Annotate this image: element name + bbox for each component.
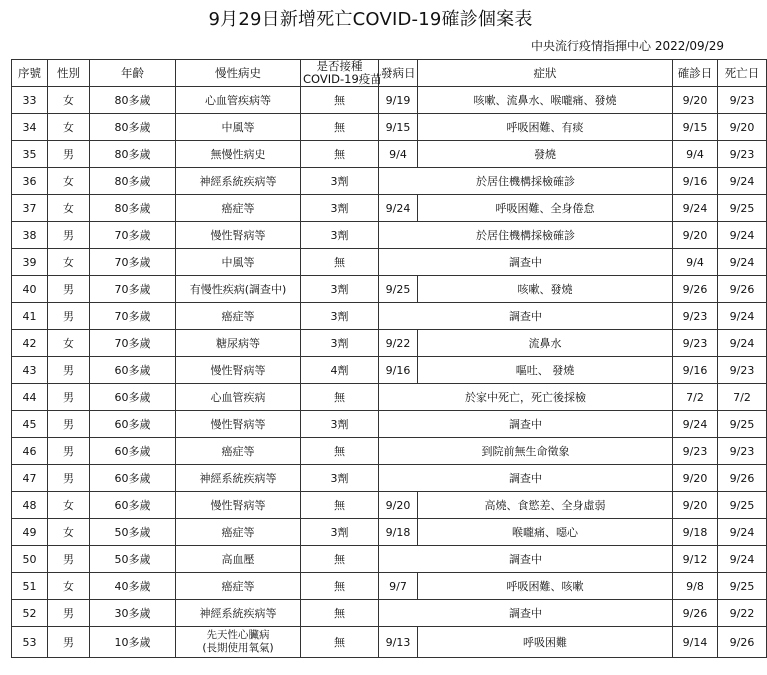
cell-death: 9/20 — [718, 114, 767, 141]
cell-death: 9/24 — [718, 546, 767, 573]
cell-age: 30多歲 — [90, 600, 176, 627]
cell-confirmed: 9/20 — [673, 87, 718, 114]
page-title: 9月29日新增死亡COVID-19確診個案表 — [208, 9, 533, 30]
cell-death: 9/26 — [718, 627, 767, 658]
table-row — [12, 276, 767, 303]
cell-onset: 9/15 — [379, 114, 418, 141]
cell-death: 9/26 — [718, 276, 767, 303]
cell-vaccine: 無 — [301, 600, 379, 627]
cell-sex: 女 — [48, 492, 90, 519]
cell-vaccine: 3劑 — [301, 519, 379, 546]
cell-death: 9/24 — [718, 519, 767, 546]
cell-note: 調查中 — [379, 546, 673, 573]
cell-chronic: 心血管疾病等 — [176, 87, 301, 114]
cell-sex: 男 — [48, 438, 90, 465]
cell-vaccine: 3劑 — [301, 465, 379, 492]
cell-age: 60多歲 — [90, 492, 176, 519]
cell-sex: 男 — [48, 411, 90, 438]
table-row — [12, 330, 767, 357]
cell-death: 9/23 — [718, 357, 767, 384]
cell-age: 60多歲 — [90, 357, 176, 384]
cell-age: 60多歲 — [90, 411, 176, 438]
cell-confirmed: 9/16 — [673, 168, 718, 195]
cell-note: 調查中 — [379, 249, 673, 276]
cell-chronic: 中風等 — [176, 114, 301, 141]
cell-age: 50多歲 — [90, 519, 176, 546]
header-age: 年齡 — [90, 60, 176, 87]
cell-chronic: 神經系統疾病等 — [176, 600, 301, 627]
cell-onset: 9/13 — [379, 627, 418, 658]
cell-confirmed: 9/23 — [673, 303, 718, 330]
cell-death: 9/23 — [718, 438, 767, 465]
cell-no: 41 — [12, 303, 48, 330]
cell-chronic: 癌症等 — [176, 303, 301, 330]
cell-no: 48 — [12, 492, 48, 519]
cell-age: 70多歲 — [90, 330, 176, 357]
cell-symptoms: 高燒、食慾差、全身虛弱 — [418, 492, 673, 519]
table-row — [12, 114, 767, 141]
cell-confirmed: 9/20 — [673, 222, 718, 249]
cell-age: 80多歲 — [90, 141, 176, 168]
cell-vaccine: 無 — [301, 573, 379, 600]
table-row — [12, 195, 767, 222]
cell-no: 39 — [12, 249, 48, 276]
cell-age: 70多歲 — [90, 276, 176, 303]
table-row — [12, 87, 767, 114]
table-row — [12, 141, 767, 168]
header-death: 死亡日 — [718, 60, 767, 87]
cell-chronic: 慢性腎病等 — [176, 222, 301, 249]
cell-chronic: 癌症等 — [176, 573, 301, 600]
cell-sex: 男 — [48, 600, 90, 627]
cell-chronic: 無慢性病史 — [176, 141, 301, 168]
cell-symptoms: 喉嚨痛、噁心 — [418, 519, 673, 546]
cell-symptoms: 呼吸困難、全身倦怠 — [418, 195, 673, 222]
cell-note: 到院前無生命徵象 — [379, 438, 673, 465]
cell-sex: 男 — [48, 276, 90, 303]
cell-chronic: 慢性腎病等 — [176, 411, 301, 438]
cell-death: 9/25 — [718, 411, 767, 438]
table-row — [12, 465, 767, 492]
cell-vaccine: 3劑 — [301, 222, 379, 249]
cell-symptoms: 呼吸困難、有痰 — [418, 114, 673, 141]
cell-vaccine: 3劑 — [301, 303, 379, 330]
cell-confirmed: 9/24 — [673, 411, 718, 438]
cell-no: 37 — [12, 195, 48, 222]
table-row — [12, 519, 767, 546]
cell-no: 47 — [12, 465, 48, 492]
header-vaccine-line1: 是否接種 — [316, 59, 363, 73]
cell-age: 80多歲 — [90, 195, 176, 222]
table-row — [12, 249, 767, 276]
cell-note: 於居住機構採檢確診 — [379, 222, 673, 249]
cell-onset: 9/4 — [379, 141, 418, 168]
cell-no: 38 — [12, 222, 48, 249]
table-row — [12, 384, 767, 411]
cell-sex: 女 — [48, 168, 90, 195]
cell-confirmed: 9/12 — [673, 546, 718, 573]
table-row — [12, 546, 767, 573]
cell-death: 9/25 — [718, 573, 767, 600]
cell-confirmed: 9/8 — [673, 573, 718, 600]
cell-age: 60多歲 — [90, 438, 176, 465]
cell-age: 40多歲 — [90, 573, 176, 600]
header-no: 序號 — [12, 60, 48, 87]
cell-confirmed: 9/14 — [673, 627, 718, 658]
cell-sex: 男 — [48, 546, 90, 573]
cell-death: 9/23 — [718, 87, 767, 114]
cell-chronic — [176, 627, 301, 658]
cell-symptoms: 流鼻水 — [418, 330, 673, 357]
cell-sex: 女 — [48, 519, 90, 546]
cell-note: 於家中死亡，死亡後採檢 — [379, 384, 673, 411]
cell-no: 49 — [12, 519, 48, 546]
table-row — [12, 222, 767, 249]
cell-vaccine: 3劑 — [301, 411, 379, 438]
header-sex: 性別 — [48, 60, 90, 87]
header-chronic: 慢性病史 — [176, 60, 301, 87]
cell-sex: 女 — [48, 249, 90, 276]
source-line: 中央流行疫情指揮中心 2022/09/29 — [531, 39, 724, 53]
cell-age: 10多歲 — [90, 627, 176, 658]
cell-death: 9/26 — [718, 465, 767, 492]
table-row — [12, 411, 767, 438]
cell-age: 80多歲 — [90, 168, 176, 195]
cell-confirmed: 9/20 — [673, 465, 718, 492]
cell-note: 調查中 — [379, 600, 673, 627]
cell-age: 60多歲 — [90, 384, 176, 411]
cell-no: 52 — [12, 600, 48, 627]
cell-onset: 9/20 — [379, 492, 418, 519]
cell-vaccine: 無 — [301, 492, 379, 519]
cell-confirmed: 9/16 — [673, 357, 718, 384]
cell-no: 35 — [12, 141, 48, 168]
cell-death: 9/24 — [718, 303, 767, 330]
table-row — [12, 438, 767, 465]
cell-symptoms: 咳嗽、發燒 — [418, 276, 673, 303]
cell-sex: 女 — [48, 573, 90, 600]
cell-chronic: 神經系統疾病等 — [176, 168, 301, 195]
cell-age: 50多歲 — [90, 546, 176, 573]
table-row — [12, 573, 767, 600]
cell-death: 9/25 — [718, 195, 767, 222]
header-vaccine-line2: COVID-19疫苗 — [303, 72, 382, 86]
cell-onset: 9/16 — [379, 357, 418, 384]
cell-no: 45 — [12, 411, 48, 438]
cell-onset: 9/22 — [379, 330, 418, 357]
cell-sex: 女 — [48, 195, 90, 222]
cell-age: 70多歲 — [90, 249, 176, 276]
cell-confirmed: 9/20 — [673, 492, 718, 519]
cell-chronic-line1: 先天性心臟病 — [206, 629, 270, 641]
cell-chronic: 神經系統疾病等 — [176, 465, 301, 492]
cell-chronic-line2: (長期使用氧氣) — [202, 642, 274, 654]
table-row — [12, 303, 767, 330]
cell-no: 42 — [12, 330, 48, 357]
cell-note: 於居住機構採檢確診 — [379, 168, 673, 195]
header-symptoms: 症狀 — [418, 60, 673, 87]
header-confirmed: 確診日 — [673, 60, 718, 87]
cell-sex: 男 — [48, 357, 90, 384]
cell-age: 70多歲 — [90, 303, 176, 330]
cell-vaccine: 3劑 — [301, 330, 379, 357]
cell-chronic: 癌症等 — [176, 519, 301, 546]
cell-death: 9/22 — [718, 600, 767, 627]
table-row — [12, 627, 767, 658]
cell-no: 43 — [12, 357, 48, 384]
cell-vaccine: 3劑 — [301, 195, 379, 222]
cell-sex: 女 — [48, 114, 90, 141]
cell-sex: 男 — [48, 627, 90, 658]
cell-chronic: 有慢性疾病(調查中) — [176, 276, 301, 303]
cell-vaccine: 無 — [301, 438, 379, 465]
cell-vaccine: 無 — [301, 627, 379, 658]
cell-confirmed: 9/18 — [673, 519, 718, 546]
cell-sex: 女 — [48, 330, 90, 357]
cell-no: 51 — [12, 573, 48, 600]
cell-death: 9/24 — [718, 330, 767, 357]
cell-confirmed: 9/26 — [673, 276, 718, 303]
cell-sex: 男 — [48, 465, 90, 492]
table-row — [12, 168, 767, 195]
cell-chronic: 心血管疾病 — [176, 384, 301, 411]
cell-vaccine: 無 — [301, 546, 379, 573]
cell-onset: 9/25 — [379, 276, 418, 303]
header-onset: 發病日 — [379, 60, 418, 87]
cell-note: 調查中 — [379, 465, 673, 492]
cell-sex: 女 — [48, 87, 90, 114]
cell-no: 44 — [12, 384, 48, 411]
table-row — [12, 492, 767, 519]
cell-vaccine: 無 — [301, 114, 379, 141]
cell-chronic: 癌症等 — [176, 195, 301, 222]
cell-symptoms: 發燒 — [418, 141, 673, 168]
cell-death: 9/24 — [718, 168, 767, 195]
cell-confirmed: 7/2 — [673, 384, 718, 411]
cell-vaccine: 無 — [301, 87, 379, 114]
cell-confirmed: 9/4 — [673, 249, 718, 276]
cell-note: 調查中 — [379, 303, 673, 330]
cell-no: 46 — [12, 438, 48, 465]
cell-confirmed: 9/26 — [673, 600, 718, 627]
cell-no: 36 — [12, 168, 48, 195]
cell-vaccine: 無 — [301, 249, 379, 276]
cell-death: 9/24 — [718, 222, 767, 249]
cell-age: 80多歲 — [90, 87, 176, 114]
cell-death: 9/24 — [718, 249, 767, 276]
cell-vaccine: 無 — [301, 384, 379, 411]
cell-death: 9/25 — [718, 492, 767, 519]
cell-chronic: 慢性腎病等 — [176, 357, 301, 384]
cell-note: 調查中 — [379, 411, 673, 438]
cell-onset: 9/19 — [379, 87, 418, 114]
cell-sex: 男 — [48, 303, 90, 330]
cell-no: 34 — [12, 114, 48, 141]
cell-death: 7/2 — [718, 384, 767, 411]
cell-confirmed: 9/23 — [673, 438, 718, 465]
cell-onset: 9/24 — [379, 195, 418, 222]
cell-confirmed: 9/24 — [673, 195, 718, 222]
cell-vaccine: 無 — [301, 141, 379, 168]
case-table — [11, 59, 767, 658]
cell-chronic: 高血壓 — [176, 546, 301, 573]
cell-no: 53 — [12, 627, 48, 658]
table-row — [12, 600, 767, 627]
cell-sex: 男 — [48, 384, 90, 411]
cell-age: 60多歲 — [90, 465, 176, 492]
cell-sex: 男 — [48, 141, 90, 168]
cell-symptoms: 咳嗽、流鼻水、喉嚨痛、發燒 — [418, 87, 673, 114]
table-body — [12, 87, 767, 658]
cell-age: 80多歲 — [90, 114, 176, 141]
table-header-row — [12, 60, 767, 87]
cell-onset: 9/18 — [379, 519, 418, 546]
cell-vaccine: 3劑 — [301, 276, 379, 303]
cell-chronic: 中風等 — [176, 249, 301, 276]
cell-chronic: 慢性腎病等 — [176, 492, 301, 519]
cell-death: 9/23 — [718, 141, 767, 168]
cell-symptoms: 呼吸困難 — [418, 627, 673, 658]
cell-vaccine: 4劑 — [301, 357, 379, 384]
cell-age: 70多歲 — [90, 222, 176, 249]
cell-no: 50 — [12, 546, 48, 573]
table-row — [12, 357, 767, 384]
cell-chronic: 癌症等 — [176, 438, 301, 465]
cell-no: 33 — [12, 87, 48, 114]
cell-no: 40 — [12, 276, 48, 303]
cell-confirmed: 9/23 — [673, 330, 718, 357]
cell-confirmed: 9/15 — [673, 114, 718, 141]
cell-chronic: 糖尿病等 — [176, 330, 301, 357]
cell-symptoms: 嘔吐、 發燒 — [418, 357, 673, 384]
cell-confirmed: 9/4 — [673, 141, 718, 168]
header-vaccine — [301, 59, 382, 87]
cell-onset: 9/7 — [379, 573, 418, 600]
cell-vaccine: 3劑 — [301, 168, 379, 195]
cell-sex: 男 — [48, 222, 90, 249]
cell-symptoms: 呼吸困難、咳嗽 — [418, 573, 673, 600]
